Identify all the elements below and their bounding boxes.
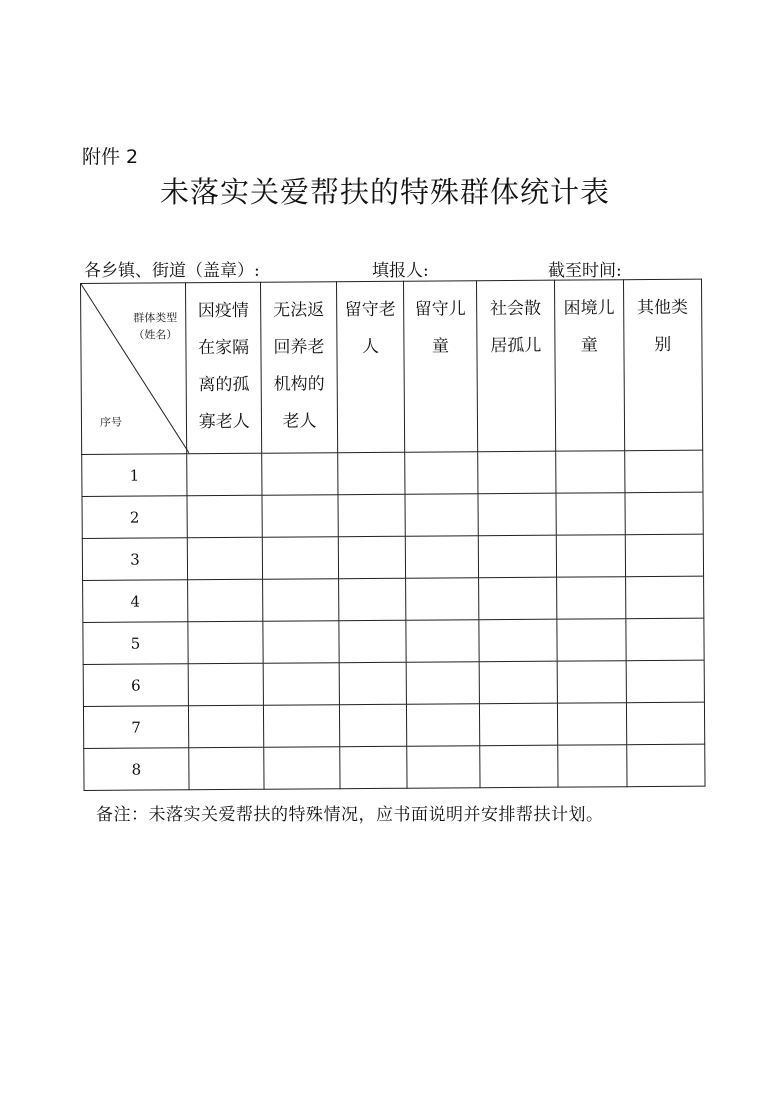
column-header-label: 留守儿童 [414,299,466,357]
deadline-field-label: 截至时间: [548,261,622,281]
table-cell[interactable] [339,746,407,788]
table-cell[interactable] [407,704,480,747]
table-cell[interactable] [263,579,339,622]
table-cell[interactable] [558,703,627,745]
table-row [82,450,703,496]
table-cell[interactable] [264,747,340,790]
column-header-label: 社会散居孤儿 [490,298,542,357]
table-row [83,660,704,706]
table-cell[interactable] [625,576,704,619]
table-cell[interactable] [557,661,626,703]
table-cell[interactable] [478,535,557,578]
table-cell[interactable] [478,493,557,536]
row-number: 6 [83,664,188,707]
table-cell[interactable] [556,493,625,535]
table-cell[interactable] [262,453,338,496]
column-header-label: 无法返回养老机构的老人 [273,300,325,432]
table-cell[interactable] [187,495,263,538]
column-header-label: 因疫情在家隔离的孤寡老人 [197,300,250,433]
table-cell[interactable] [557,619,626,661]
table-row [83,618,704,664]
row-number: 1 [82,454,187,497]
table-cell[interactable] [263,537,339,580]
statistics-table [80,279,706,791]
table-cell[interactable] [188,621,264,664]
row-number: 5 [83,622,188,665]
table-cell[interactable] [263,621,339,664]
attachment-label: 附件 2 [82,146,139,168]
table-cell[interactable] [625,492,704,535]
table-row [84,744,705,790]
row-number: 2 [82,496,187,539]
table-cell[interactable] [187,453,263,496]
table-cell[interactable] [626,744,705,787]
table-cell[interactable] [479,619,558,662]
table-cell[interactable] [338,494,406,536]
table-cell[interactable] [556,451,625,493]
table-cell[interactable] [337,452,405,494]
table-cell[interactable] [406,620,479,663]
table-cell[interactable] [624,450,703,493]
row-number: 4 [83,580,188,623]
column-header [555,280,625,451]
table-header-row [81,279,703,454]
table-cell[interactable] [339,620,407,662]
footnote: 备注：未落实关爱帮扶的特殊情况，应书面说明并安排帮扶计划。 [96,805,604,825]
column-header [623,279,703,451]
table-cell[interactable] [405,494,478,537]
table-cell[interactable] [406,578,479,621]
column-header [476,280,555,452]
table-cell[interactable] [188,579,264,622]
table-cell[interactable] [338,578,406,620]
table-cell[interactable] [626,702,705,745]
table-row [82,492,703,538]
table-cell[interactable] [264,705,340,748]
table-cell[interactable] [339,704,407,746]
table-cell[interactable] [626,660,705,703]
table-cell[interactable] [188,705,264,748]
table-cell[interactable] [406,662,479,705]
table-cell[interactable] [625,534,704,577]
table-row [82,534,703,580]
table-cell[interactable] [479,703,558,746]
table-cell[interactable] [406,536,479,579]
table-cell[interactable] [480,745,559,788]
table-cell[interactable] [189,747,265,790]
table-cell[interactable] [478,577,557,620]
table-row [83,702,704,748]
table-cell[interactable] [557,577,626,619]
table-cell[interactable] [338,536,406,578]
table-cell[interactable] [556,535,625,577]
table-corner-cell [81,283,187,455]
corner-type-label: 群体类型（姓名） [133,311,178,342]
table-cell[interactable] [558,745,627,787]
table-cell[interactable] [407,746,480,789]
row-number: 3 [82,538,187,581]
table-cell[interactable] [188,663,264,706]
column-header [261,282,338,454]
column-header [336,281,405,452]
table-body [82,450,705,790]
table-cell[interactable] [625,618,704,661]
corner-seq-label: 序号 [99,415,123,429]
table-cell[interactable] [339,662,407,704]
township-field-label: 各乡镇、街道（盖章）: [84,261,260,281]
table-cell[interactable] [479,661,558,704]
table-cell[interactable] [477,451,556,494]
table-cell[interactable] [264,663,340,706]
column-header [186,282,263,454]
table-cell[interactable] [262,495,338,538]
table-cell[interactable] [187,537,263,580]
table-row [83,576,704,622]
column-header-label: 困境儿童 [563,298,615,356]
row-number: 8 [84,748,189,791]
document-title: 未落实关爱帮扶的特殊群体统计表 [159,175,610,209]
filler-field-label: 填报人: [372,261,429,281]
table-cell[interactable] [405,452,478,495]
row-number: 7 [83,706,188,749]
column-header-label: 留守老人 [344,299,396,358]
column-header [404,281,478,453]
column-header-label: 其他类别 [636,297,689,355]
